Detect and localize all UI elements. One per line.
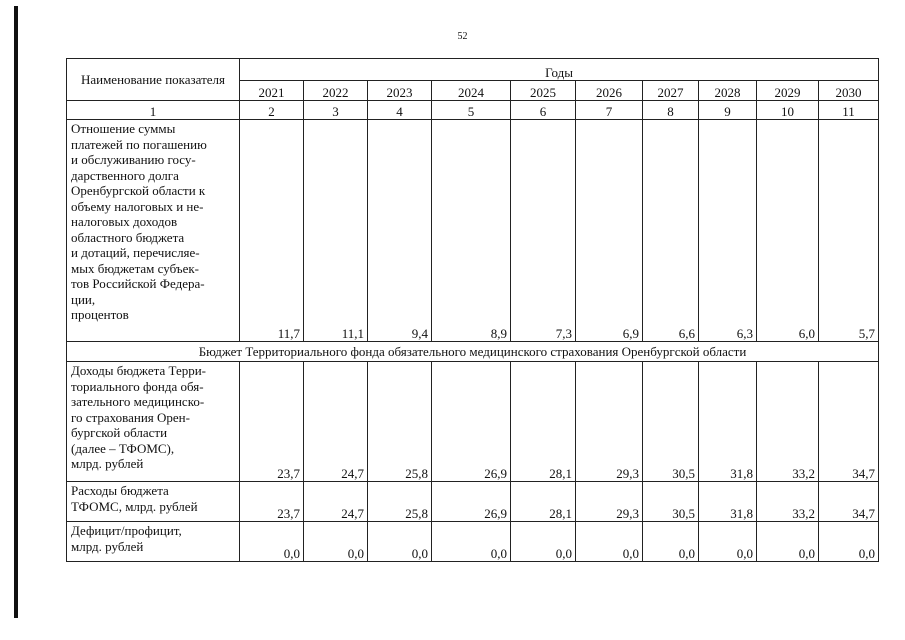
value-cell: 0,0: [699, 522, 757, 562]
column-number-cell: 8: [643, 101, 699, 120]
column-number-cell: 5: [432, 101, 511, 120]
indicator-name-line: и обслуживанию госу-: [71, 152, 196, 167]
indicator-name-cell: [67, 362, 240, 482]
indicator-name-line: млрд. рублей: [71, 456, 144, 471]
table-row: [67, 482, 879, 522]
year-header-cell: 2028: [699, 81, 757, 101]
value-cell: 9,4: [368, 120, 432, 342]
value-cell: 31,8: [699, 362, 757, 482]
column-number-cell: 3: [304, 101, 368, 120]
value-cell: 6,6: [643, 120, 699, 342]
column-number-cell: 10: [757, 101, 819, 120]
value-cell: 23,7: [240, 362, 304, 482]
value-cell: 25,8: [368, 482, 432, 522]
indicator-name-line: платежей по погашению: [71, 136, 207, 152]
value-cell: 0,0: [757, 522, 819, 562]
column-number-cell: 7: [576, 101, 643, 120]
year-header-cell: 2026: [576, 81, 643, 101]
table-row: [67, 362, 879, 482]
indicator-name-line: тов Российской Федера-: [71, 276, 205, 291]
year-header-cell: 2024: [432, 81, 511, 101]
value-cell: 0,0: [432, 522, 511, 562]
year-header-cell: 2023: [368, 81, 432, 101]
year-header-cell: 2022: [304, 81, 368, 101]
value-cell: 30,5: [643, 362, 699, 482]
header-row-years: [67, 59, 879, 81]
indicator-name-line: ториального фонда обя-: [71, 378, 204, 394]
value-cell: 0,0: [643, 522, 699, 562]
value-cell: 6,3: [699, 120, 757, 342]
column-number-cell: 1: [67, 101, 240, 120]
value-cell: 31,8: [699, 482, 757, 522]
value-cell: 24,7: [304, 362, 368, 482]
indicator-name-line: Дефицит/профицит,: [71, 523, 182, 538]
value-cell: 8,9: [432, 120, 511, 342]
section-row: [67, 342, 879, 362]
indicator-name-cell: [67, 120, 240, 342]
value-cell: 0,0: [819, 522, 879, 562]
year-header-cell: 2025: [511, 81, 576, 101]
page-number: 52: [457, 31, 468, 42]
indicator-name-line: млрд. рублей: [71, 538, 144, 554]
value-cell: 33,2: [757, 482, 819, 522]
value-cell: 0,0: [304, 522, 368, 562]
indicator-name-line: зательного медицинско-: [71, 394, 205, 409]
indicator-name-line: мых бюджетам субъек-: [71, 260, 200, 276]
value-cell: 23,7: [240, 482, 304, 522]
value-cell: 24,7: [304, 482, 368, 522]
indicator-name-cell: [67, 482, 240, 522]
indicator-name-line: ции,: [71, 291, 96, 307]
value-cell: 34,7: [819, 362, 879, 482]
value-cell: 28,1: [511, 362, 576, 482]
value-cell: 6,0: [757, 120, 819, 342]
column-number-cell: 2: [240, 101, 304, 120]
table-row: [67, 120, 879, 342]
indicator-name-line: налоговых доходов: [71, 214, 178, 229]
value-cell: 30,5: [643, 482, 699, 522]
indicator-name-line: Доходы бюджета Терри-: [71, 363, 206, 378]
value-cell: 0,0: [511, 522, 576, 562]
indicator-name-line: Отношение суммы: [71, 121, 176, 136]
value-cell: 6,9: [576, 120, 643, 342]
column-number-cell: 11: [819, 101, 879, 120]
value-cell: 0,0: [368, 522, 432, 562]
header-name-cell: Наименование показателя: [67, 59, 240, 101]
indicator-name-line: объему налоговых и не-: [71, 198, 204, 214]
indicator-name-line: бургской области: [71, 425, 168, 440]
year-header-cell: 2021: [240, 81, 304, 101]
value-cell: 33,2: [757, 362, 819, 482]
indicator-name-line: Расходы бюджета: [71, 483, 169, 498]
indicator-name-line: го страхования Орен-: [71, 409, 190, 425]
column-number-cell: 6: [511, 101, 576, 120]
indicator-name-cell: [67, 522, 240, 562]
column-number-cell: 9: [699, 101, 757, 120]
value-cell: 7,3: [511, 120, 576, 342]
indicator-name-line: и дотаций, перечисляе-: [71, 245, 200, 260]
indicator-name-line: процентов: [71, 307, 129, 322]
column-number-cell: 4: [368, 101, 432, 120]
indicator-name-line: ТФОМС, млрд. рублей: [71, 498, 198, 514]
value-cell: 11,7: [240, 120, 304, 342]
table-row: [67, 522, 879, 562]
value-cell: 26,9: [432, 482, 511, 522]
value-cell: 28,1: [511, 482, 576, 522]
indicator-name-line: дарственного долга: [71, 167, 179, 183]
header-years-cell: Годы: [240, 59, 879, 81]
value-cell: 34,7: [819, 482, 879, 522]
value-cell: 0,0: [576, 522, 643, 562]
header-row-column-numbers: [67, 101, 879, 120]
indicator-name-line: областного бюджета: [71, 229, 185, 245]
indicators-table: [66, 58, 879, 562]
value-cell: 11,1: [304, 120, 368, 342]
value-cell: 0,0: [240, 522, 304, 562]
year-header-cell: 2030: [819, 81, 879, 101]
indicator-name-line: Оренбургской области к: [71, 183, 206, 198]
value-cell: 5,7: [819, 120, 879, 342]
value-cell: 25,8: [368, 362, 432, 482]
value-cell: 26,9: [432, 362, 511, 482]
value-cell: 29,3: [576, 482, 643, 522]
indicator-name-line: (далее – ТФОМС),: [71, 440, 175, 456]
year-header-cell: 2027: [643, 81, 699, 101]
binding-margin-line: [14, 6, 18, 618]
section-title: Бюджет Территориального фонда обязательного медицинского страхования Оренбургской области: [67, 342, 879, 362]
value-cell: 29,3: [576, 362, 643, 482]
year-header-cell: 2029: [757, 81, 819, 101]
